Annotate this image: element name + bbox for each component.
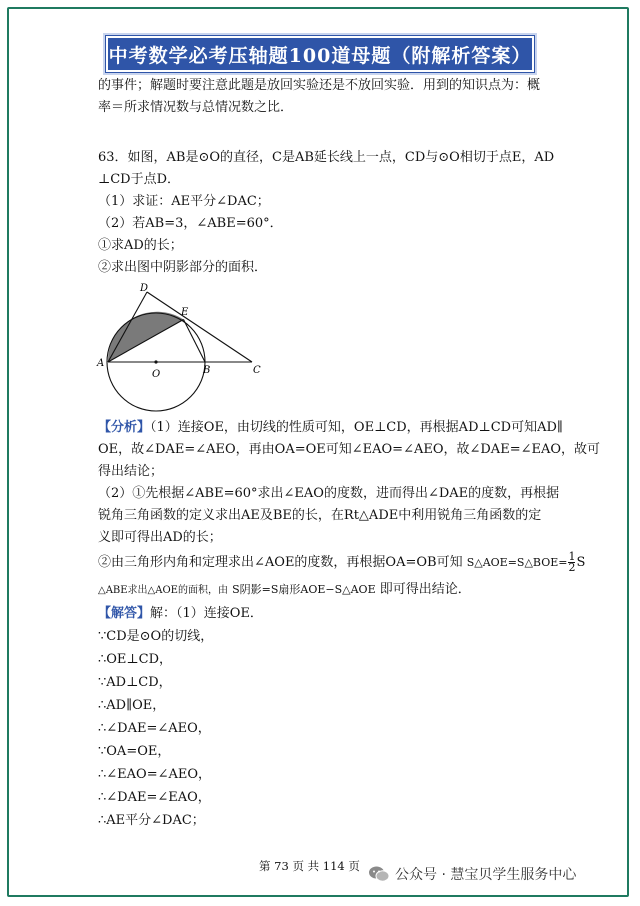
analysis-text: 即可得出结论． [379,582,471,597]
analysis-line: 义即可得出AD的长； [98,530,222,545]
label-d: D [140,283,149,294]
solution-line: ∴∠DAE=∠EAO， [98,790,211,805]
label-e: E [181,307,189,318]
text-line: 率＝所求情况数与总情况数之比． [98,100,294,115]
solution-line: ∴AD∥OE， [98,698,166,713]
analysis-line [98,580,471,601]
fraction-denominator: 2 [568,561,576,574]
analysis-line: OE，故∠DAE=∠AEO，再由OA=OE可知∠EAO=∠AEO，故∠DAE=∠EAO，故可 [98,442,601,457]
area-symbol: S [576,555,586,570]
area-equation: S△AOE=S△BOE= [466,556,568,569]
question-part: （2）若AB=3，∠ABE=60°． [98,216,283,231]
watermark [368,864,576,884]
shaded-area-equation: S阴影=S扇形AOE−S△AOE [232,583,376,596]
page-title: 中考数学必考压轴题100道母题（附解析答案） [108,44,532,67]
title-banner [106,36,534,72]
fraction-half [568,552,575,573]
analysis-line: 得出结论； [98,464,164,479]
question-part: ②求出图中阴影部分的面积． [98,260,268,275]
analysis-text: △ABE求出△AOE的面积，由 [98,585,228,596]
analysis-line [98,552,585,573]
solution-line [98,604,263,624]
center-dot [154,360,157,363]
solution-text: 解：（1）连接OE． [150,606,263,621]
label-a: A [97,358,105,369]
solution-line: ∴∠DAE=∠AEO， [98,721,211,736]
solution-line: ∵OA=OE， [98,744,171,759]
wechat-icon [368,865,390,883]
analysis-text: ②由三角形内角和定理求出∠AOE的度数，再根据OA=OB可知 [98,555,463,570]
solution-line: ∵CD是⊙O的切线， [98,629,214,644]
analysis-line [98,418,563,438]
watermark-text: 公众号 · 慧宝贝学生服务中心 [395,867,577,883]
question-part: ①求AD的长； [98,238,183,253]
analysis-text: （1）连接OE，由切线的性质可知，OE⊥CD，再根据AD⊥CD可知AD∥ [150,420,563,435]
analysis-line: 锐角三角函数的定义求出AE及BE的长，在Rt△ADE中利用锐角三角函数的定 [98,508,542,523]
label-c: C [253,365,261,376]
analysis-tag: 【分析】 [98,420,151,435]
label-b: B [203,365,211,376]
solution-tag: 【解答】 [98,606,151,621]
solution-line: ∴AE平分∠DAC； [98,813,205,828]
shaded-region [108,312,184,362]
solution-line: ∵AD⊥CD， [98,675,172,690]
geometry-figure [92,282,272,414]
analysis-line: （2）①先根据∠ABE=60°求出∠EAO的度数，进而得出∠DAE的度数，再根据 [98,486,560,501]
text-line: 的事件；解题时要注意此题是放回实验还是不放回实验．用到的知识点为：概 [98,78,541,93]
page-number: 第 73 页 共 114 页 [259,859,360,873]
solution-line: ∴OE⊥CD， [98,652,173,667]
question-line: ⊥CD于点D． [98,172,181,187]
question-part: （1）求证：AE平分∠DAC； [98,194,270,209]
solution-line: ∴∠EAO=∠AEO， [98,767,212,782]
fraction-numerator: 1 [568,550,576,563]
question-line: 63．如图，AB是⊙O的直径，C是AB延长线上一点，CD与⊙O相切于点E，AD [98,150,555,165]
line-eb [184,320,206,363]
label-o: O [152,369,161,380]
